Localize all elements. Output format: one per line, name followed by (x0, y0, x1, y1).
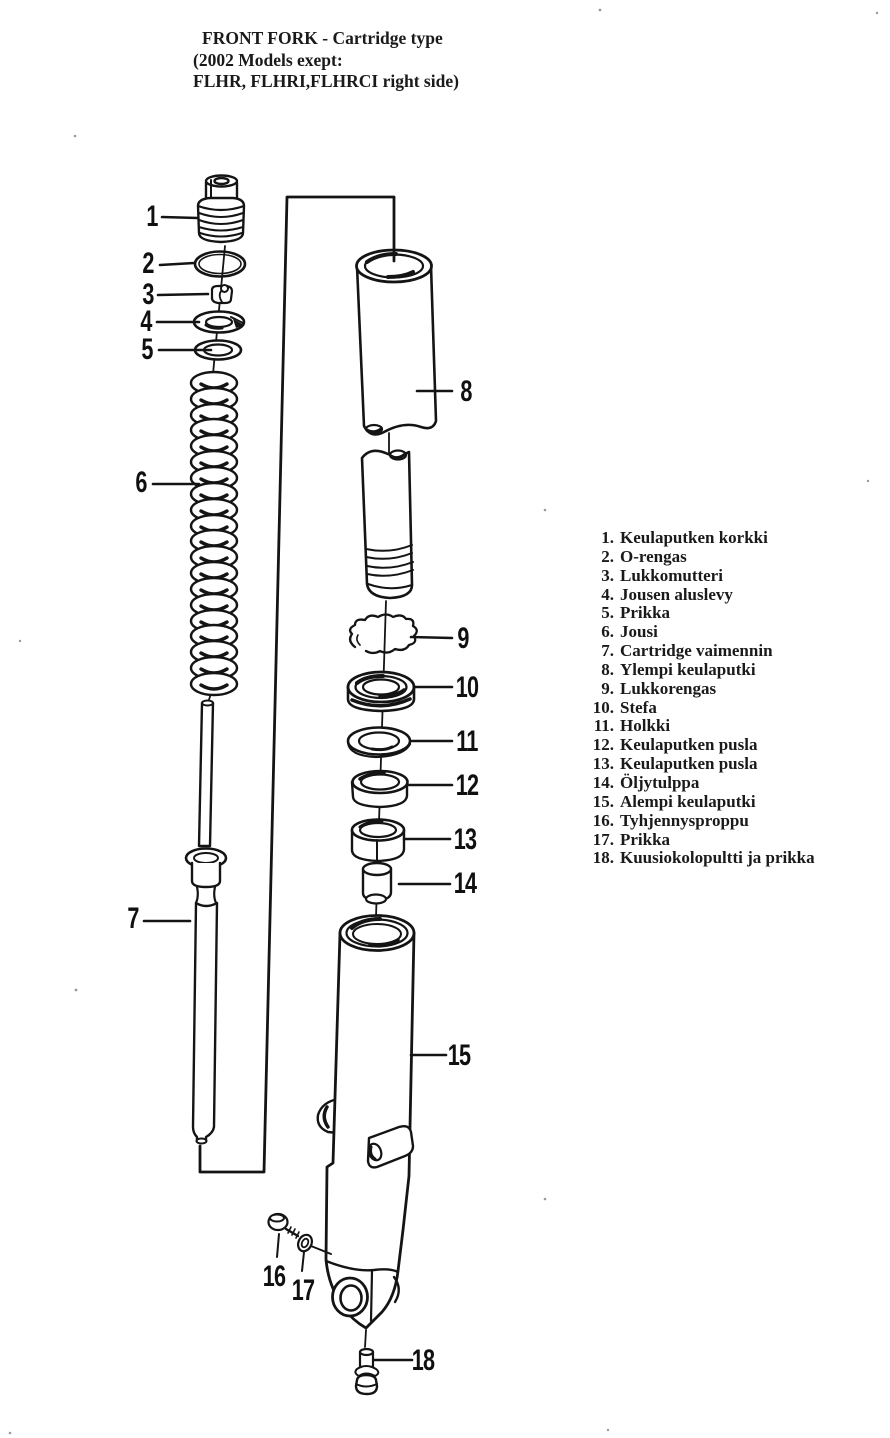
callout-label-3: 3 (142, 278, 154, 311)
title-line-3: FLHR, FLHRI,FLHRCI right side) (193, 71, 459, 91)
callout-label-16: 16 (262, 1260, 286, 1293)
title-line-2: (2002 Models exept: (193, 49, 343, 70)
parts-list-item (584, 849, 815, 868)
part-name: Ylempi keulaputki (620, 659, 756, 679)
callout-label-15: 15 (447, 1039, 471, 1072)
callout-label-7: 7 (127, 902, 139, 935)
callout-label-12: 12 (455, 769, 479, 802)
part-11-bushing-ring-drawing (348, 728, 410, 758)
part-3-lock-nut-drawing (212, 285, 232, 303)
parts-list-item (584, 586, 815, 605)
callout-label-4: 4 (140, 305, 152, 338)
callout-label-8: 8 (460, 375, 472, 408)
part-name: Prikka (620, 603, 671, 623)
part-number: 8. (601, 659, 614, 679)
diagram-title (193, 28, 459, 93)
callout-label-1: 1 (146, 200, 158, 233)
part-name: Jousen aluslevy (620, 584, 733, 604)
part-16-drain-screw-drawing (269, 1214, 300, 1238)
part-1-fork-cap-drawing (198, 176, 244, 243)
part-name: Kuusiokolopultti ja prikka (620, 848, 815, 868)
part-number: 17. (592, 829, 614, 849)
parts-list-item (584, 812, 815, 831)
part-number: 14. (592, 772, 614, 792)
part-number: 3. (601, 565, 614, 585)
part-12-bushing-drawing (352, 771, 408, 807)
part-name: Tyhjennysproppu (620, 810, 749, 830)
part-name: Prikka (620, 829, 671, 849)
part-name: Keulaputken pusla (620, 754, 758, 774)
parts-list-item (584, 567, 815, 586)
parts-list-item (584, 661, 815, 680)
parts-list-item (584, 736, 815, 755)
callout-label-6: 6 (135, 466, 147, 499)
parts-list-item (584, 699, 815, 718)
parts-list (584, 529, 815, 868)
title-line-1: FRONT FORK - Cartridge type (202, 28, 443, 48)
parts-list-item (584, 529, 815, 548)
parts-list-item (584, 774, 815, 793)
part-name: Öljytulppa (620, 772, 700, 792)
part-number: 16. (592, 810, 614, 830)
part-number: 15. (592, 791, 614, 811)
part-9-retaining-clip-drawing (350, 615, 417, 654)
part-number: 11. (593, 716, 614, 736)
part-name: Stefa (620, 697, 657, 717)
parts-list-item (584, 642, 815, 661)
part-6-spring-drawing (191, 372, 237, 695)
callout-label-14: 14 (453, 867, 477, 900)
part-name: Jousi (620, 622, 658, 642)
part-name: Keulaputken korkki (620, 528, 768, 547)
part-name: Lukkorengas (620, 678, 717, 698)
part-number: 2. (601, 546, 614, 566)
part-number: 7. (601, 641, 614, 661)
part-name: O-rengas (620, 546, 687, 566)
part-7-cartridge-damper-drawing (186, 701, 226, 1144)
callout-label-10: 10 (455, 671, 479, 704)
callout-label-13: 13 (453, 823, 477, 856)
part-number: 18. (592, 848, 614, 868)
part-name: Cartridge vaimennin (620, 641, 773, 661)
part-name: Lukkomutteri (620, 565, 723, 585)
callout-label-17: 17 (291, 1274, 315, 1307)
parts-list-item (584, 793, 815, 812)
parts-list-item (584, 548, 815, 567)
part-4-spring-seat-washer-drawing (194, 312, 244, 333)
part-name: Keulaputken pusla (620, 735, 758, 755)
parts-list-item (584, 755, 815, 774)
part-2-o-ring-drawing (195, 252, 245, 277)
part-14-oil-plug-drawing (363, 863, 391, 904)
parts-list-item (584, 604, 815, 623)
part-number: 1. (601, 528, 614, 547)
callout-label-11: 11 (456, 725, 478, 758)
callout-label-18: 18 (411, 1344, 435, 1377)
parts-list-item (584, 623, 815, 642)
parts-list-item (584, 717, 815, 736)
part-number: 4. (601, 584, 614, 604)
part-number: 10. (592, 697, 614, 717)
part-18-socket-bolt-drawing (355, 1349, 378, 1394)
part-number: 6. (601, 622, 614, 642)
part-number: 13. (592, 754, 614, 774)
part-name: Alempi keulaputki (620, 791, 756, 811)
callout-label-9: 9 (457, 622, 469, 655)
part-number: 12. (592, 735, 614, 755)
callout-label-5: 5 (141, 333, 153, 366)
part-name: Holkki (620, 716, 671, 736)
part-10-seal-drawing (348, 672, 414, 711)
parts-list-item (584, 680, 815, 699)
part-number: 9. (601, 678, 614, 698)
callout-label-2: 2 (142, 247, 154, 280)
part-8-upper-fork-tube-drawing (357, 250, 437, 598)
parts-list-item (584, 831, 815, 850)
part-number: 5. (601, 603, 614, 623)
part-13-bushing-drawing (352, 820, 404, 862)
part-15-lower-fork-leg-drawing (318, 916, 414, 1329)
